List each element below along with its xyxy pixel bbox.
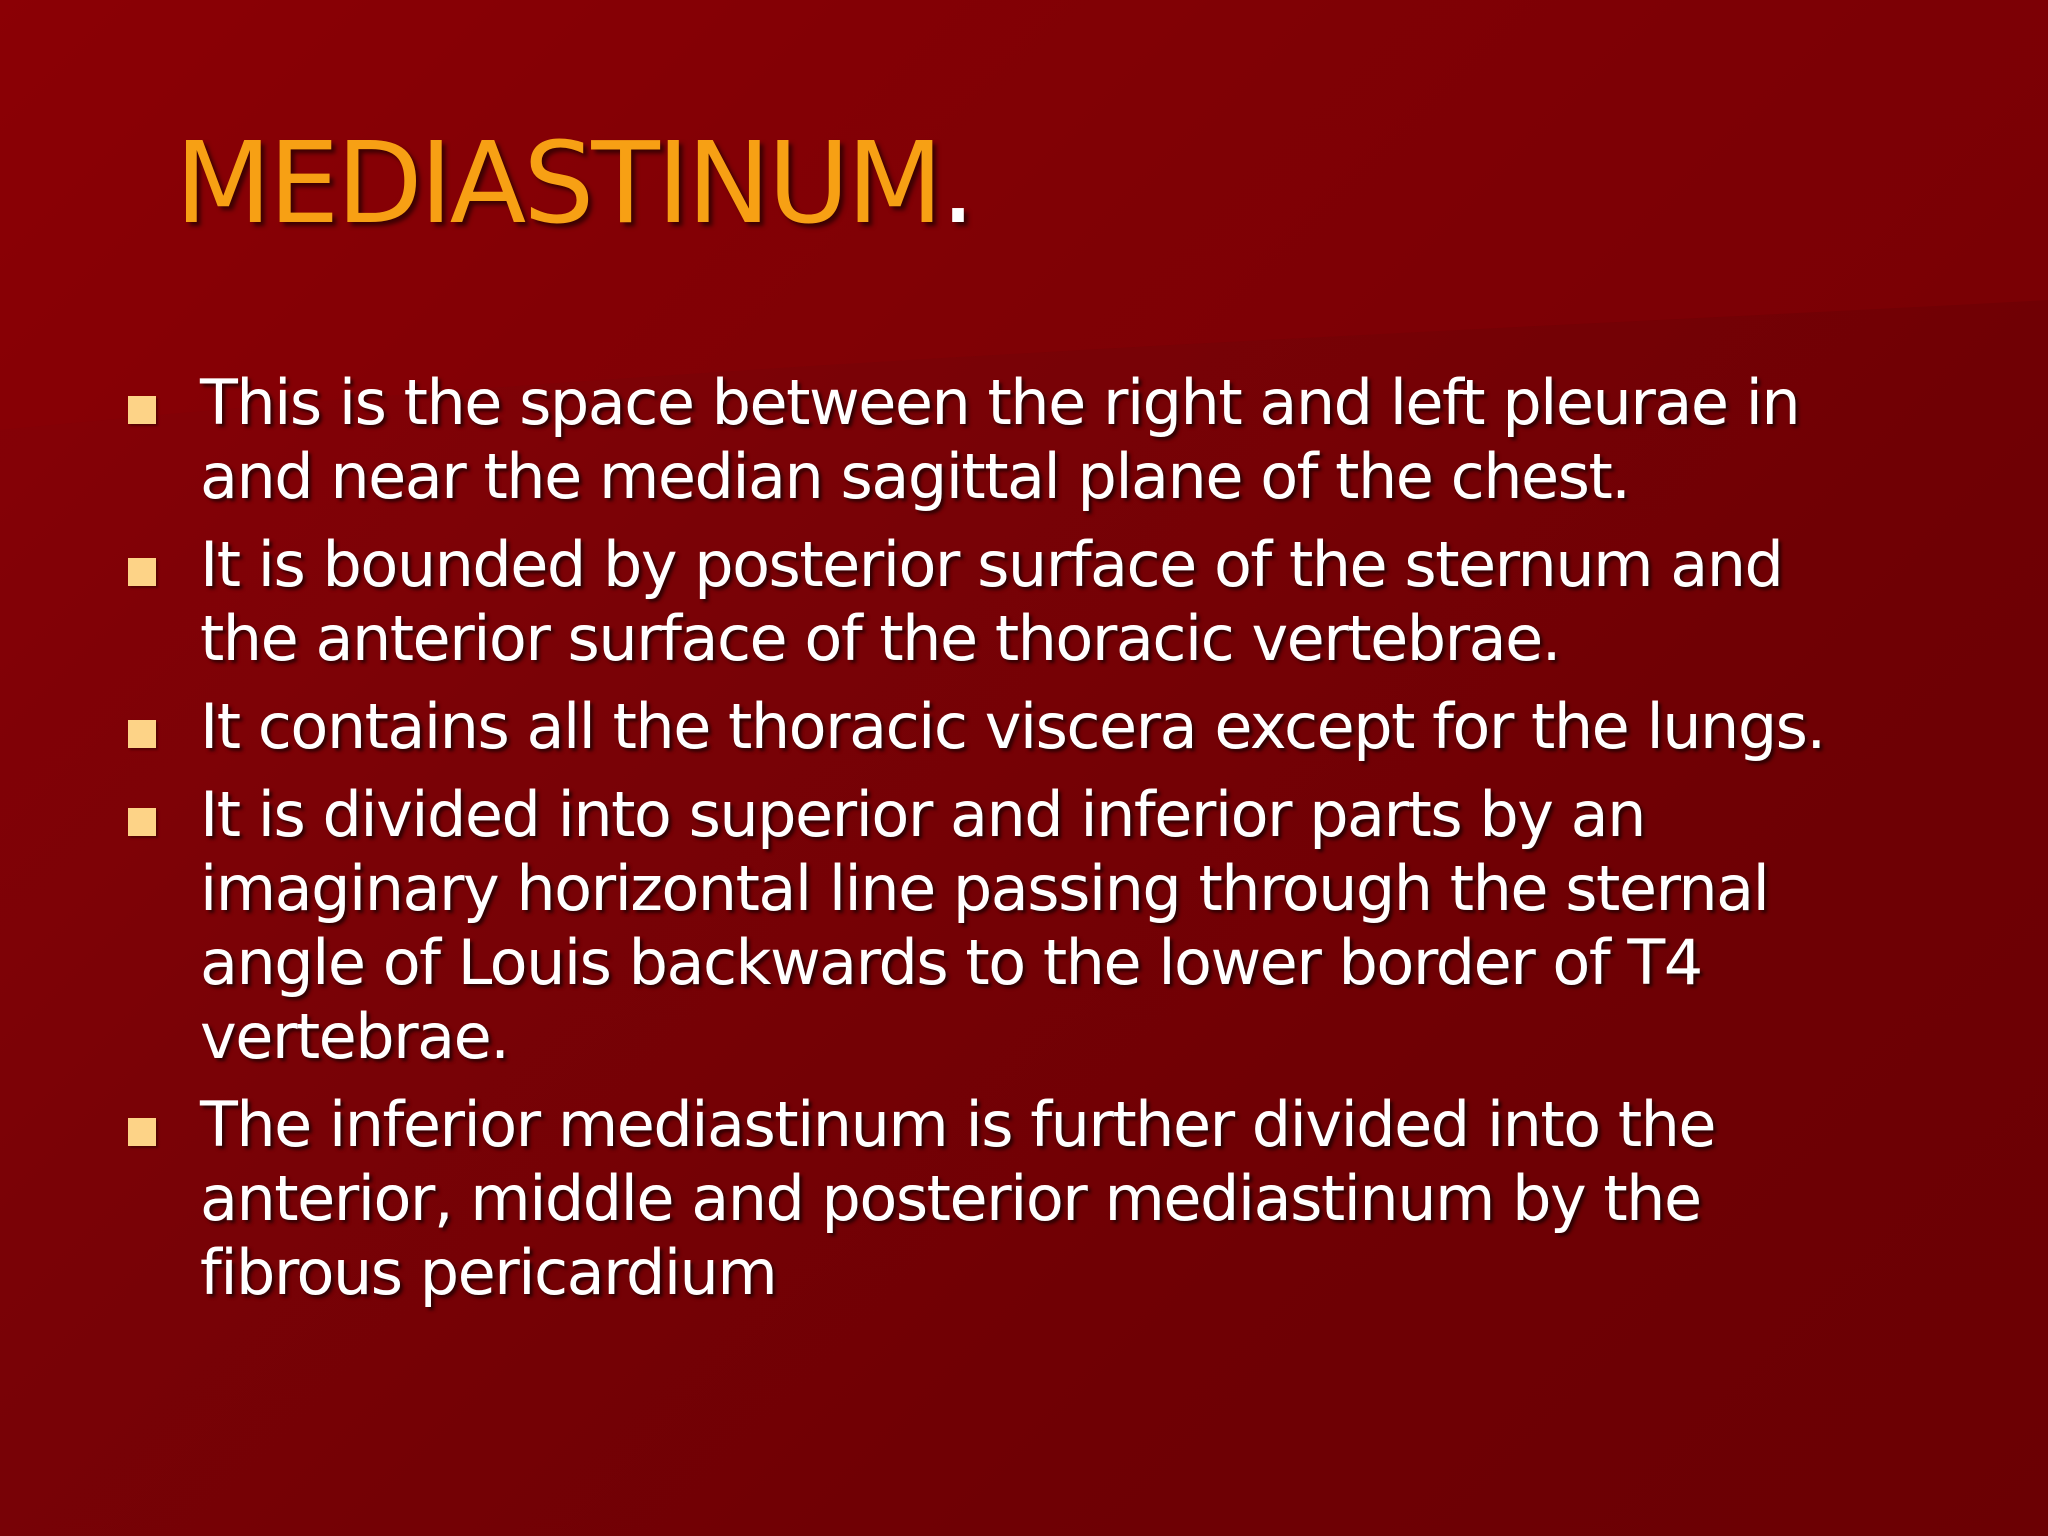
square-bullet-icon	[128, 396, 156, 424]
slide-title	[175, 119, 973, 249]
bullet-item	[126, 778, 1886, 1074]
bullet-list	[126, 366, 1886, 1324]
slide-title-period: .	[940, 119, 973, 249]
bullet-text: This is the space between the right and left pleurae in and near the median sagittal plane of the chest.	[200, 366, 1800, 513]
square-bullet-icon	[128, 558, 156, 586]
square-bullet-icon	[128, 720, 156, 748]
square-bullet-icon	[128, 1118, 156, 1146]
bullet-text: It contains all the thoracic viscera except for the lungs.	[200, 690, 1825, 763]
square-bullet-icon	[128, 808, 156, 836]
bullet-text: It is bounded by posterior surface of the sternum and the anterior surface of the thoracic vertebrae.	[200, 528, 1783, 675]
bullet-item	[126, 1088, 1886, 1310]
bullet-text: The inferior mediastinum is further divided into the anterior, middle and posterior mediastinum by the fibrous pericardium	[200, 1088, 1716, 1309]
slide-title-text: MEDIASTINUM	[175, 119, 941, 249]
bullet-text: It is divided into superior and inferior parts by an imaginary horizontal line passing through the sternal angle of Louis backwards to the lower border of T4 vertebrae.	[200, 778, 1769, 1073]
bullet-item	[126, 690, 1886, 764]
bullet-item	[126, 366, 1886, 514]
bullet-item	[126, 528, 1886, 676]
